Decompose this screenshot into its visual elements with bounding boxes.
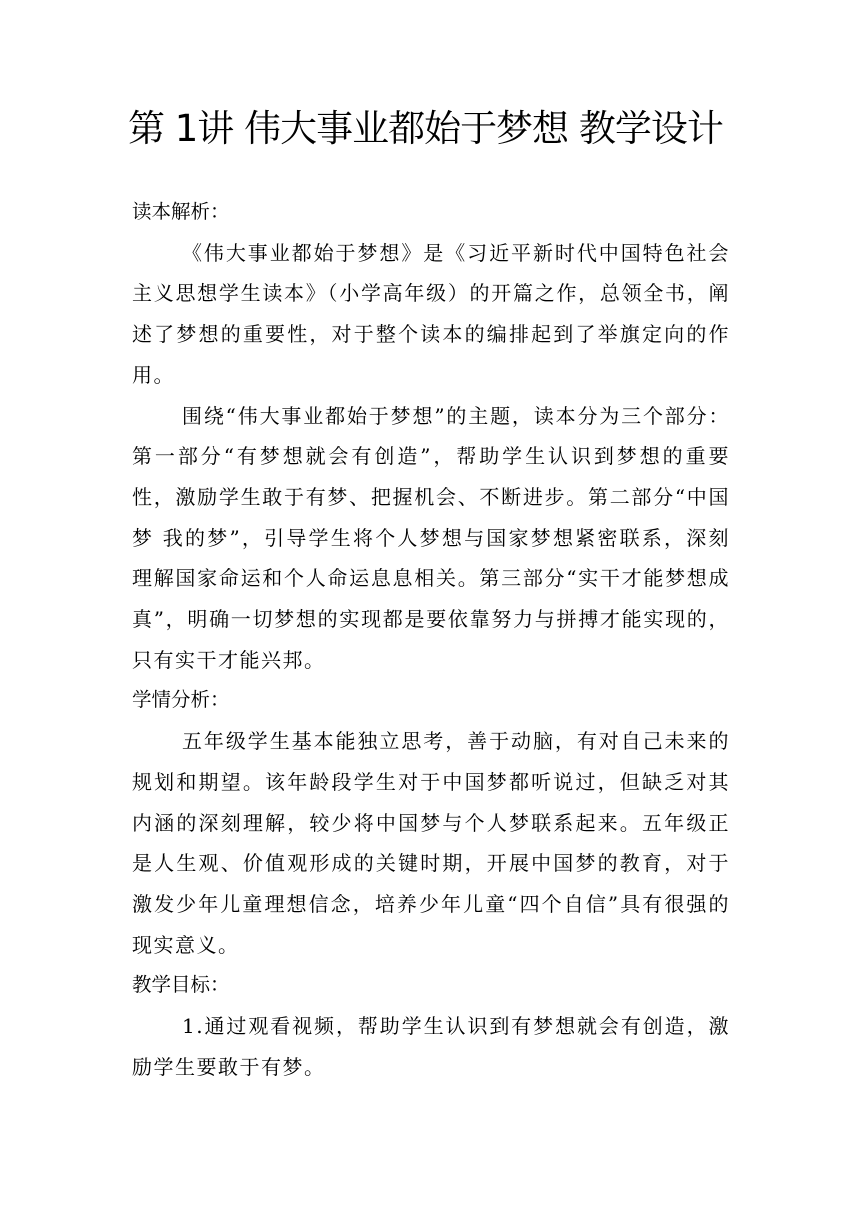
- section-heading: 读本解析：: [132, 200, 230, 223]
- section-heading: 教学目标：: [132, 973, 230, 997]
- section-teaching-goals: [132, 965, 730, 1087]
- section-learner-analysis: [132, 680, 730, 965]
- paragraph: 五年级学生基本能独立思考，善于动脑，有对自己未来的规划和期望。该年龄段学生对于中国梦都听说过，但缺乏对其内涵的深刻理解，较少将中国梦与个人梦联系起来。五年级正是人生观、价值观形成的关键时期，开展中国梦的教育，对于激发少年儿童理想信念，培养少年儿童“四个自信”具有很强的现实意义。: [132, 729, 730, 957]
- paragraph: 《伟大事业都始于梦想》是《习近平新时代中国特色社会主义思想学生读本》（小学高年级）的开篇之作，总领全书，阐述了梦想的重要性，对于整个读本的编排起到了举旗定向的作用。: [132, 240, 730, 387]
- paragraph: 围绕“伟大事业都始于梦想”的主题，读本分为三个部分：第一部分“有梦想就会有创造”，帮助学生认识到梦想的重要性，激励学生敢于有梦、把握机会、不断进步。第二部分“中国梦 我的梦”，引导学生将个人梦想与国家梦想紧密联系，深刻理解国家命运和个人命运息息相关。第三部分“实干才能梦想成真”，明确一切梦想的实现都是要依靠努力与拼搏才能实现的，只有实干才能兴邦。: [132, 403, 730, 672]
- document-body: [132, 192, 730, 1087]
- section-reader-analysis: [132, 192, 730, 680]
- section-heading: 学情分析：: [132, 688, 230, 712]
- document-title: 第 1讲 伟大事业都始于梦想 教学设计: [128, 107, 723, 150]
- paragraph: 1.通过观看视频，帮助学生认识到有梦想就会有创造，激励学生要敢于有梦。: [132, 1014, 730, 1079]
